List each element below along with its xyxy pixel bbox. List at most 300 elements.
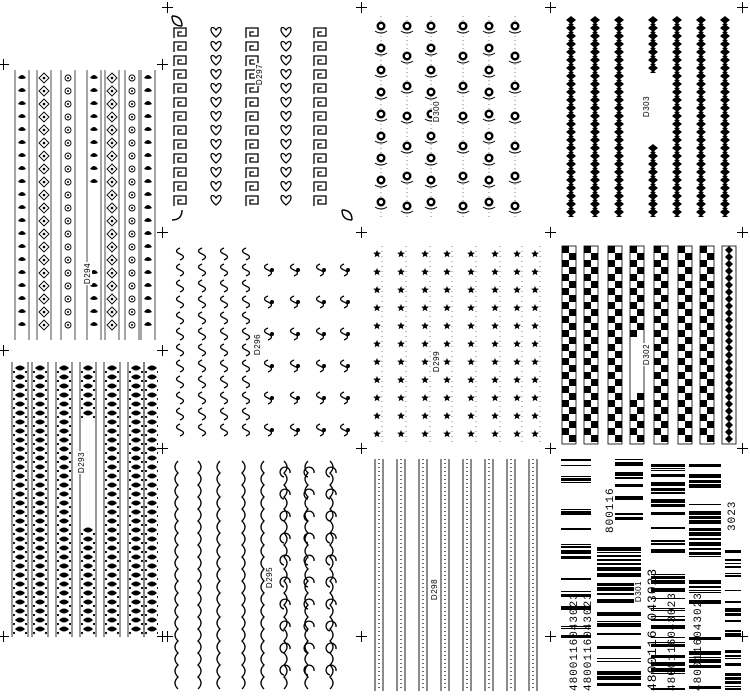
barcode-bar [725, 550, 741, 553]
star-motif [467, 358, 475, 365]
barcode-bar [651, 540, 685, 542]
floral-motif [147, 384, 157, 389]
rose-center [379, 68, 383, 72]
crop-mark [0, 631, 9, 642]
lace-dot [117, 443, 119, 445]
checker-square [569, 295, 576, 302]
rose-center [405, 24, 409, 28]
houndstooth-motif [720, 128, 730, 137]
diamond-motif [725, 428, 733, 436]
scroll-motif [177, 248, 184, 260]
houndstooth-motif [566, 80, 576, 89]
lace-dot [117, 371, 119, 373]
barcode-bar [561, 478, 591, 481]
bird-motif [18, 153, 26, 157]
floral-motif [35, 627, 45, 632]
checker-square [637, 309, 644, 316]
checker-square [608, 260, 615, 267]
checker-square [678, 428, 685, 435]
lace-dot [45, 587, 47, 589]
star-motif [443, 358, 451, 365]
flower-dot [111, 246, 114, 249]
floral-motif [107, 546, 117, 551]
houndstooth-motif [696, 40, 706, 49]
lace-dot [45, 434, 47, 436]
heart-scroll-motif [281, 154, 291, 163]
checker-square [584, 400, 591, 407]
scroll-dot [322, 268, 326, 272]
lace-dot [33, 380, 35, 382]
floral-motif [107, 591, 117, 596]
checker-square [707, 407, 714, 414]
floral-motif [107, 609, 117, 614]
barcode-bar [651, 474, 685, 477]
lace-dot [129, 425, 131, 427]
houndstooth-motif [566, 160, 576, 169]
sticker-sheet-d298 [367, 455, 545, 695]
lace-dot [117, 614, 119, 616]
lace-dot [129, 542, 131, 544]
checker-square [654, 246, 661, 253]
floral-motif [131, 582, 141, 587]
checker-square [654, 428, 661, 435]
sheet-code-d293: D293 [77, 451, 87, 474]
barcode-bar [561, 459, 591, 461]
lace-dot [81, 578, 83, 580]
rose-center [461, 24, 465, 28]
floral-motif [83, 546, 93, 551]
checker-square [685, 407, 692, 414]
flower-dot [43, 181, 46, 184]
houndstooth-motif [720, 104, 730, 113]
barcode-bar [689, 538, 721, 540]
floral-motif [35, 573, 45, 578]
checker-square [661, 253, 668, 260]
sticker-sheet-d301 [557, 455, 743, 695]
scroll-motif [243, 360, 250, 372]
lace-dot [33, 479, 35, 481]
lace-dot [33, 578, 35, 580]
flower-dot [131, 155, 133, 157]
lace-dot [157, 461, 158, 463]
lace-dot [45, 461, 47, 463]
lace-dot [81, 623, 83, 625]
barcode-bar [597, 573, 641, 577]
rose-center [379, 178, 383, 182]
bird-motif [18, 101, 26, 105]
barcode-bar [725, 559, 741, 561]
crop-mark [162, 631, 173, 642]
checker-square [661, 351, 668, 358]
floral-motif [107, 555, 117, 560]
lace-dot [129, 587, 131, 589]
lace-dot [157, 578, 158, 580]
barcode-bar [689, 480, 721, 483]
crop-mark [356, 443, 367, 454]
bird-motif [18, 257, 26, 261]
barcode-bar [689, 552, 721, 555]
houndstooth-motif [672, 104, 682, 113]
diamond-motif [725, 337, 733, 345]
checker-square [591, 435, 598, 442]
scroll-motif [221, 424, 228, 436]
floral-motif [107, 366, 117, 371]
lace-dot [57, 623, 59, 625]
barcode-bar [689, 590, 721, 591]
houndstooth-motif [590, 200, 600, 209]
floral-motif [35, 465, 45, 470]
star-motif [513, 304, 521, 311]
rose-center [429, 46, 433, 50]
greek-key-motif [174, 168, 186, 178]
lace-dot [57, 452, 59, 454]
checker-square [685, 309, 692, 316]
leaf-motif [509, 61, 521, 63]
lace-dot [81, 551, 83, 553]
floral-motif [15, 438, 25, 443]
houndstooth-motif [648, 56, 658, 65]
houndstooth-motif [590, 144, 600, 153]
floral-motif [107, 384, 117, 389]
sheet-code-d295: D295 [265, 566, 275, 589]
scroll-motif [199, 280, 206, 292]
barcode-bar [725, 566, 741, 568]
star-motif [373, 322, 381, 329]
scroll-motif [199, 248, 206, 260]
lace-dot [129, 407, 131, 409]
lace-dot [57, 551, 59, 553]
lace-dot [145, 434, 147, 436]
houndstooth-motif [720, 72, 730, 81]
lace-dot [129, 434, 131, 436]
barcode-bar [561, 550, 591, 554]
checker-square [700, 358, 707, 365]
crop-mark [737, 631, 748, 642]
floral-motif [147, 582, 157, 587]
sticker-sheet-d295 [168, 455, 356, 695]
greek-key-motif [246, 126, 258, 136]
lace-dot [45, 443, 47, 445]
diamond-motif [725, 253, 733, 261]
barcode-bar [561, 546, 591, 548]
houndstooth-motif [566, 96, 576, 105]
checker-square [630, 260, 637, 267]
barcode-bar [561, 482, 591, 483]
floral-motif [59, 618, 69, 623]
lace-dot [25, 425, 27, 427]
houndstooth-motif [648, 144, 658, 153]
checker-square [637, 295, 644, 302]
lace-dot [105, 434, 107, 436]
rose-center [461, 174, 465, 178]
floral-motif [15, 627, 25, 632]
rose-center [405, 174, 409, 178]
rose-center [513, 204, 517, 208]
checker-square [637, 393, 644, 400]
floral-motif [59, 402, 69, 407]
greek-key-motif [314, 84, 326, 94]
lace-dot [13, 587, 15, 589]
barcode-bar [615, 462, 643, 466]
lace-dot [141, 542, 143, 544]
houndstooth-motif [648, 64, 658, 73]
flower-dot [67, 259, 69, 261]
bird-motif [144, 309, 152, 313]
checker-square [685, 281, 692, 288]
lace-dot [157, 623, 158, 625]
checker-square [630, 302, 637, 309]
lace-stripes-d294 [8, 64, 158, 347]
greek-key-motif [314, 28, 326, 38]
houndstooth-motif [672, 24, 682, 33]
houndstooth-motif [672, 200, 682, 209]
star-motif [513, 376, 521, 383]
checker-square [608, 386, 615, 393]
scroll-dot [322, 428, 326, 432]
lace-dot [117, 623, 119, 625]
lace-dot [57, 470, 59, 472]
leaf-motif [457, 61, 469, 63]
star-motif [491, 268, 499, 275]
lace-dot [25, 452, 27, 454]
floral-motif [15, 528, 25, 533]
floral-motif [131, 609, 141, 614]
star-motif [491, 340, 499, 347]
barcode-bar [561, 511, 591, 515]
checker-square [615, 337, 622, 344]
flower-dot [131, 207, 133, 209]
star-motif [531, 322, 539, 329]
flower-dot [111, 194, 114, 197]
barcode-bar [725, 686, 741, 687]
lace-dot [157, 605, 158, 607]
lace-dot [33, 560, 35, 562]
leaf-motif [483, 97, 495, 99]
corner-ornament [172, 16, 182, 26]
houndstooth-motif [696, 96, 706, 105]
floral-motif [35, 600, 45, 605]
checker-square [661, 295, 668, 302]
houndstooth-motif [672, 48, 682, 57]
rose-center [461, 204, 465, 208]
star-motif [513, 250, 521, 257]
heart-scroll-motif [281, 112, 291, 121]
lace-dot [25, 416, 27, 418]
lace-dot [45, 398, 47, 400]
flower-dot [67, 324, 69, 326]
lace-dot [13, 479, 15, 481]
floral-motif [83, 627, 93, 632]
greek-key-motif [314, 112, 326, 122]
scroll-motif [243, 264, 250, 276]
flower-dot [67, 129, 69, 131]
sticker-sheet-d294 [8, 64, 158, 347]
scroll-motif [221, 248, 228, 260]
scroll-dot [346, 428, 350, 432]
flower-dot [111, 90, 114, 93]
bird-motif [90, 179, 98, 183]
floral-motif [15, 510, 25, 515]
barcode-bar [689, 586, 721, 588]
lace-dot [33, 542, 35, 544]
checker-square [569, 379, 576, 386]
scroll-dot [346, 396, 350, 400]
wave-motif [242, 461, 245, 689]
lace-dot [117, 434, 119, 436]
floral-motif [147, 492, 157, 497]
rose-center [429, 90, 433, 94]
checker-square [615, 323, 622, 330]
lace-dot [93, 416, 95, 418]
bird-motif [90, 322, 98, 326]
floral-motif [147, 555, 157, 560]
lace-dot [57, 407, 59, 409]
rose-center [461, 144, 465, 148]
houndstooth-motif [566, 120, 576, 129]
lace-dot [157, 587, 158, 589]
barcode-bar [615, 496, 643, 500]
lace-dot [141, 623, 143, 625]
lace-dot [93, 380, 95, 382]
lace-dot [69, 416, 71, 418]
star-motif [467, 286, 475, 293]
sticker-sheet-d299 [367, 240, 545, 450]
floral-motif [107, 564, 117, 569]
lace-dot [57, 569, 59, 571]
houndstooth-motif [720, 32, 730, 41]
floral-motif [147, 375, 157, 380]
lace-dot [33, 524, 35, 526]
lace-dot [57, 614, 59, 616]
lace-dot [69, 479, 71, 481]
checker-square [608, 372, 615, 379]
lace-dot [45, 497, 47, 499]
floral-motif [147, 474, 157, 479]
floral-motif [147, 501, 157, 506]
floral-motif [147, 411, 157, 416]
floral-motif [35, 510, 45, 515]
houndstooth-motif [590, 64, 600, 73]
flower-dot [67, 181, 69, 183]
floral-motif [83, 384, 93, 389]
lace-dot [141, 479, 143, 481]
lace-dot [45, 371, 47, 373]
lace-dot [117, 632, 119, 634]
leaf-motif [425, 141, 437, 143]
lace-dot [45, 380, 47, 382]
floral-motif [59, 429, 69, 434]
checker-square [591, 281, 598, 288]
checker-square [685, 365, 692, 372]
houndstooth-motif [720, 152, 730, 161]
star-motif [443, 412, 451, 419]
houndstooth-motif [614, 136, 624, 145]
floral-motif [147, 438, 157, 443]
houndstooth-motif [672, 192, 682, 201]
lace-dot [33, 569, 35, 571]
lace-dot [57, 515, 59, 517]
floral-motif [147, 510, 157, 515]
floral-motif [107, 375, 117, 380]
flower-dot [111, 155, 114, 158]
lace-dot [25, 398, 27, 400]
floral-motif [107, 456, 117, 461]
greek-key-motif [174, 84, 186, 94]
flower-dot [111, 298, 114, 301]
lace-dot [13, 452, 15, 454]
barcode-bar [725, 613, 741, 616]
lace-dot [105, 596, 107, 598]
lace-dot [105, 560, 107, 562]
lace-dot [105, 488, 107, 490]
lace-dot [141, 443, 143, 445]
houndstooth-motif [614, 168, 624, 177]
scroll-motif [199, 264, 206, 276]
floral-motif [59, 384, 69, 389]
scroll-motif [199, 296, 206, 308]
checker-square [654, 260, 661, 267]
lace-dot [129, 578, 131, 580]
houndstooth-motif [566, 144, 576, 153]
houndstooth-motif [720, 40, 730, 49]
diamond-motif [725, 393, 733, 401]
barcode-bar [651, 504, 685, 507]
barcode-bar [615, 484, 643, 487]
flower-dot [111, 324, 114, 327]
lace-dot [157, 425, 158, 427]
barcode-bar [615, 459, 643, 460]
scroll-dot [270, 364, 274, 368]
floral-motif [83, 618, 93, 623]
lace-dot [93, 542, 95, 544]
bird-motif [144, 244, 152, 248]
crop-mark [157, 443, 168, 454]
checker-square [630, 288, 637, 295]
bird-motif [18, 309, 26, 313]
checker-square [707, 309, 714, 316]
lace-dot [33, 515, 35, 517]
flower-dot [43, 324, 46, 327]
lace-dot [25, 371, 27, 373]
rose-center [487, 46, 491, 50]
barcode-bar [689, 516, 721, 519]
checker-square [700, 260, 707, 267]
floral-motif [15, 519, 25, 524]
checker-square [700, 428, 707, 435]
lace-dot [33, 434, 35, 436]
flower-dot [131, 259, 133, 261]
lace-dot [157, 434, 158, 436]
lace-dot [105, 461, 107, 463]
star-motif [443, 286, 451, 293]
sheet-code-d294: D294 [83, 262, 93, 285]
checker-square [637, 253, 644, 260]
checker-square [654, 274, 661, 281]
floral-motif [83, 402, 93, 407]
lace-dot [57, 461, 59, 463]
lace-dot [69, 551, 71, 553]
lace-dot [105, 569, 107, 571]
crop-mark [356, 227, 367, 238]
barcode-bar [725, 688, 741, 690]
houndstooth-motif [648, 48, 658, 57]
floral-motif [131, 537, 141, 542]
scroll-dot [322, 332, 326, 336]
diamond-motif [725, 400, 733, 408]
scroll-motif [221, 264, 228, 276]
lace-dot [13, 551, 15, 553]
floral-motif [15, 429, 25, 434]
